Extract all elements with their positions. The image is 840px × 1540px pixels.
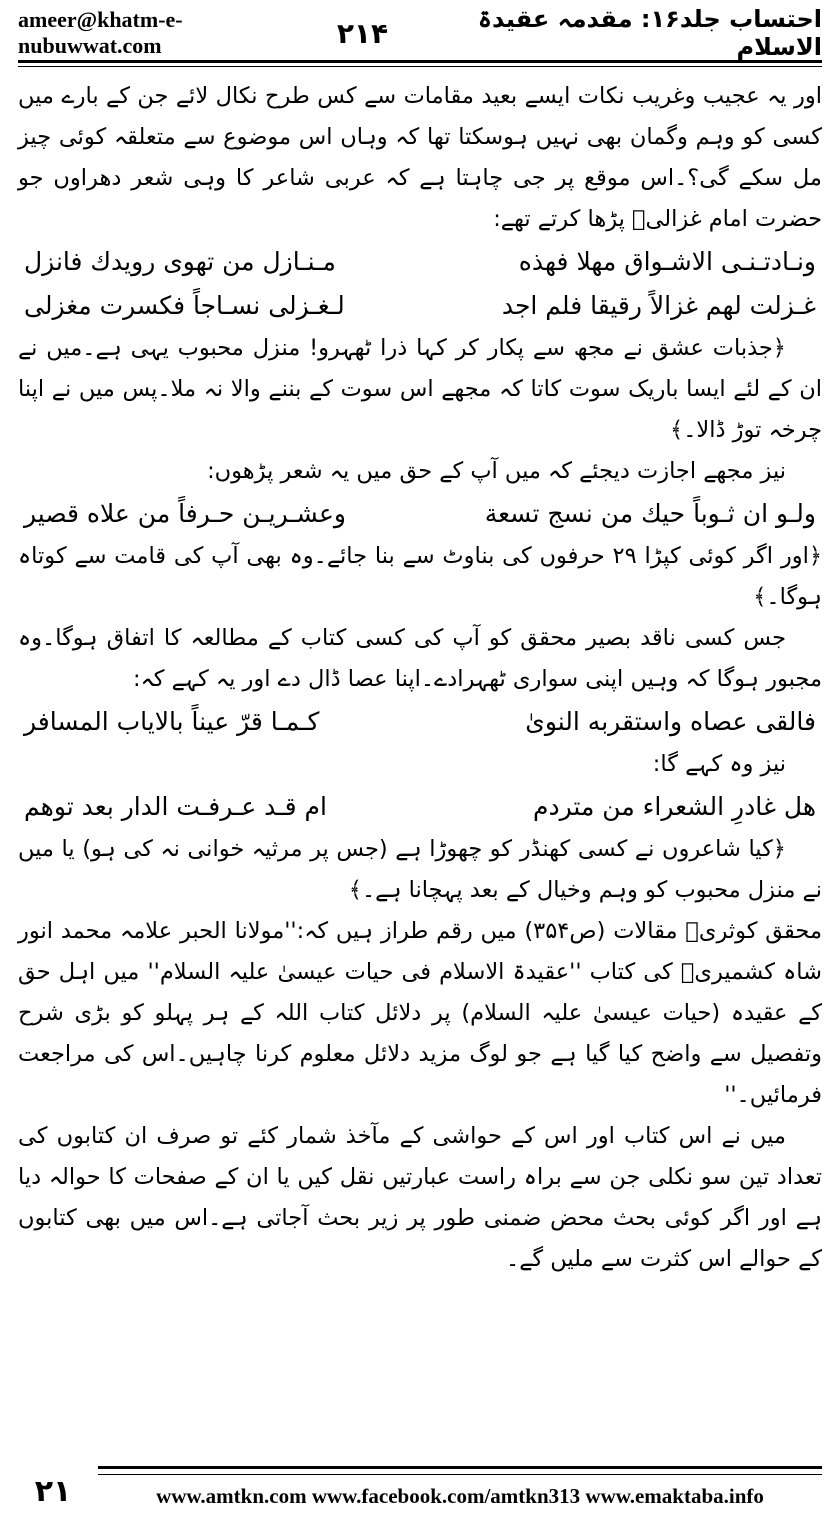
verse-1 — [18, 240, 822, 284]
page-header — [18, 5, 822, 61]
paragraph-1: اور یہ عجیب وغریب نکات ایسے بعید مقامات سے کس طرح نکال لائے جن کے بارے میں کسی کو وہم وگمان بھی نہیں ہوسکتا تھا کہ وہاں اس موضوع سے متعلقہ کوئی چیز مل سکے گی؟۔اس موقع پر جی چاہتا ہے کہ عربی شاعر کا وہی شعر دھراوں جو حضرت امام غزالیؒ پڑھا کرتے تھے: — [18, 83, 822, 232]
footer-divider-thick — [98, 1466, 822, 1469]
verse-3-hemistich-b: وعشـريـن حـرفاً من علاه قصير — [24, 499, 346, 528]
verse-1-hemistich-b: مـنـازل من تهوی رويدك فانزل — [24, 247, 336, 276]
paragraph-2-translation: ﴿جذبات عشق نے مجھ سے پکار کر کہا ذرا ٹھہرو! منزل محبوب یہی ہے۔میں نے ان کے لئے ایسا باریک سوت کاتا کہ مجھے اس سوت کے بننے والا نہ ملا۔پس میں نے اپنا چرخہ توڑ ڈالا۔﴾ — [18, 335, 822, 443]
verse-5-hemistich-b: ام قـد عـرفـت الدار بعد توهم — [24, 792, 327, 821]
paragraph-8: محقق کوثریؒ مقالات (ص۳۵۴) میں رقم طراز ہیں کہ:''مولانا الحبر علامہ محمد انور شاہ کشمیریؒ کی کتاب ''عقیدۃ الاسلام فی حیات عیسیٰ علیہ السلام'' میں اہل حق کے عقیدہ (حیات عیسیٰ علیہ السلام) پر دلائل کتاب اللہ کے ہر پہلو کو بڑی شرح وتفصیل سے واضح کیا گیا ہے جو لوگ مزید دلائل معلوم کرنا چاہیں۔اس کی مراجعت فرمائیں۔'' — [18, 918, 823, 1108]
header-divider — [18, 60, 822, 67]
header-email[interactable]: ameer@khatm-e-nubuwwat.com — [18, 7, 183, 58]
verse-2-hemistich-a: غـزلت لهم غزالاً رقيقا فلم اجد — [501, 291, 816, 320]
paragraph-9: میں نے اس کتاب اور اس کے حواشی کے مآخذ شمار کئے تو صرف ان کتابوں کی تعداد تین سو نکلی جن سے براہ راست عبارتیں نقل کیں یا ان کے صفحات کا حوالہ دیا ہے اور اگر کوئی بحث محض ضمنی طور پر زیر بحث آجاتی ہے۔اس میں بھی کتابوں کے حوالے اس کثرت سے ملیں گے۔ — [18, 1123, 822, 1272]
header-page-number: ۲۱۴ — [336, 16, 389, 50]
paragraph-4-translation: ﴿اور اگر کوئی کپڑا ۲۹ حرفوں کی بناوٹ سے بنا جائے۔وہ بھی آپ کی قامت سے کوتاہ ہوگا۔﴾ — [18, 543, 823, 610]
verse-5-hemistich-a: هل غادرِ الشعراء من متردم — [533, 792, 816, 821]
page-content — [18, 76, 822, 1430]
verse-3 — [18, 492, 822, 536]
footer-divider-thin — [98, 1474, 822, 1475]
verse-3-hemistich-a: ولـو ان ثـوباً حيك من نسج تسعة — [484, 499, 816, 528]
verse-4-hemistich-b: كـمـا قرّ عيناً بالاياب المسافر — [24, 707, 320, 736]
paragraph-5: جس کسی ناقد بصیر محقق کو آپ کی کسی کتاب کے مطالعہ کا اتفاق ہوگا۔وہ مجبور ہوگا کہ وہیں اپنی سواری ٹھہرادے۔اپنا عصا ڈال دے اور یہ کہے کہ: — [18, 625, 822, 692]
verse-2 — [18, 284, 822, 328]
verse-4 — [18, 700, 822, 744]
header-left — [18, 7, 388, 59]
verse-1-hemistich-a: ونـادتـنـی الاشـواق مهلا فهذه — [518, 247, 816, 276]
paragraph-6: نیز وہ کہے گا: — [652, 751, 786, 777]
verse-2-hemistich-b: لـغـزلی نسـاجاً فكسرت مغزلی — [24, 291, 345, 320]
page-footer — [18, 1466, 822, 1530]
header-book-title: احتساب جلد۱۶: مقدمہ عقیدۃ الاسلام — [477, 5, 822, 61]
paragraph-3: نیز مجھے اجازت دیجئے کہ میں آپ کے حق میں یہ شعر پڑھوں: — [207, 458, 786, 484]
verse-4-hemistich-a: فالقی عصاه واستقربه النویٰ — [525, 707, 816, 736]
verse-5 — [18, 785, 822, 829]
footer-page-number: ۲۱ — [34, 1474, 72, 1509]
paragraph-7-translation: ﴿کیا شاعروں نے کسی کھنڈر کو چھوڑا ہے (جس پر مرثیہ خوانی نہ کی ہو) یا میں نے منزل محبوب کو وہم وخیال کے بعد پہچانا ہے۔﴾ — [18, 836, 822, 903]
footer-links[interactable]: www.amtkn.com www.facebook.com/amtkn313 www.emaktaba.info — [156, 1484, 764, 1508]
